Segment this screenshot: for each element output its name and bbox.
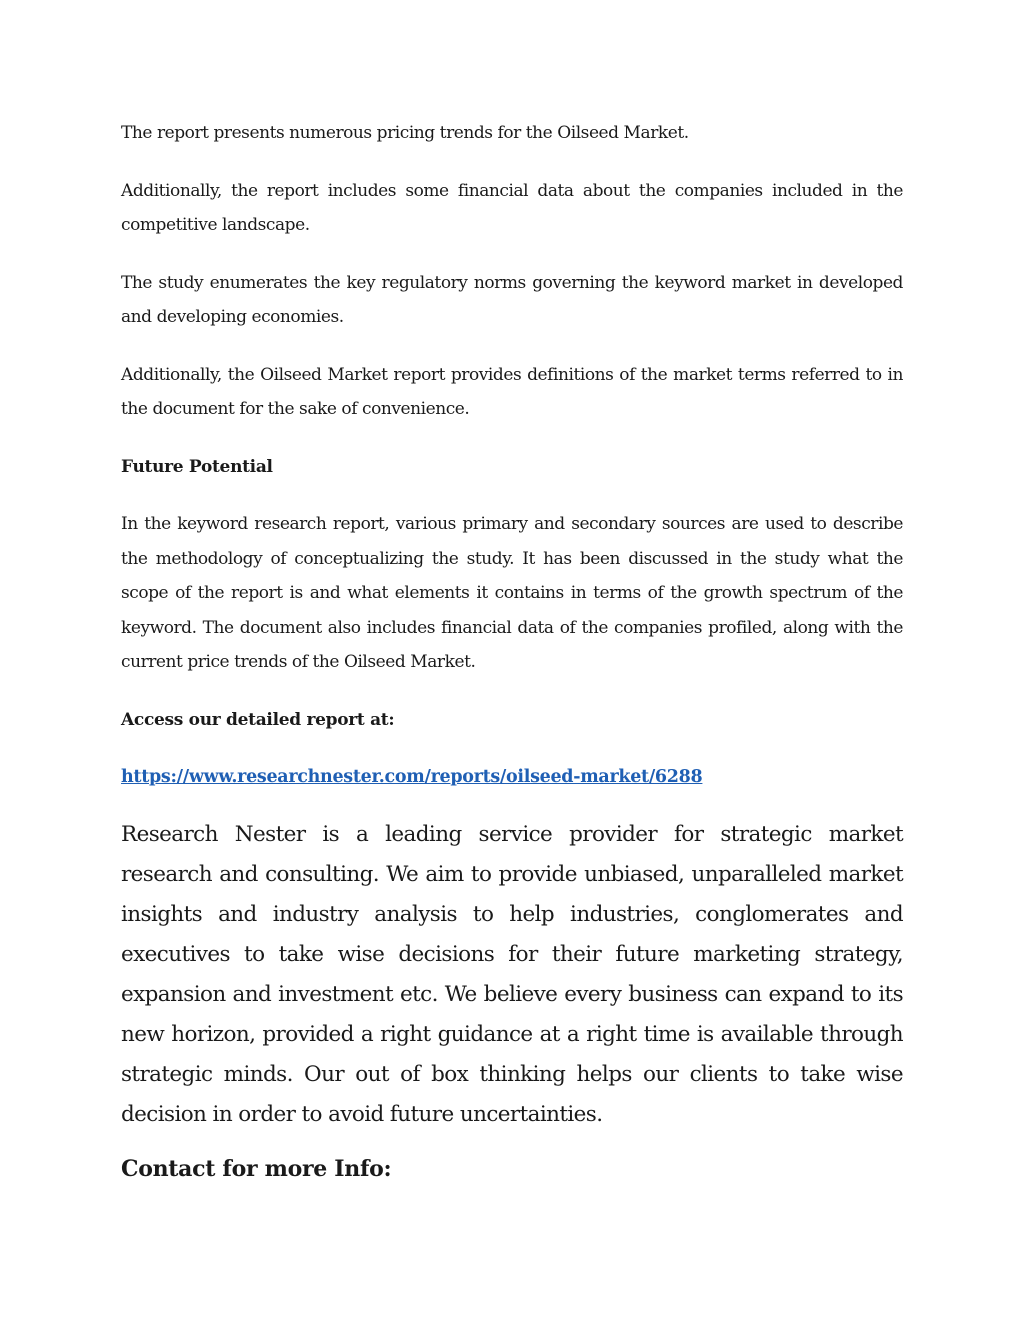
about-research-nester: Research Nester is a leading service provider for strategic market research and consulting. We aim to provide unbiased, unparalleled market insights and industry analysis to help industries, conglomerates and executives to take wise decisions for their future marketing strategy, expansion and investment etc. We believe every business can expand to its new horizon, provided a right guidance at a right time is available through strategic minds. Our out of box thinking helps our clients to take wise decision in order to avoid future uncertainties. xyxy=(121,821,903,1127)
paragraph-pricing-trends: The report presents numerous pricing trends for the Oilseed Market. xyxy=(121,123,689,143)
paragraph-regulatory-norms: The study enumerates the key regulatory norms governing the keyword market in developed and developing economies. xyxy=(121,272,903,327)
contact-heading: Contact for more Info: xyxy=(121,1155,392,1182)
paragraph-financial-data: Additionally, the report includes some financial data about the companies included in the competitive landscape. xyxy=(121,180,903,235)
future-potential-body: In the keyword research report, various primary and secondary sources are used to describe the methodology of conceptualizing the study. It has been discussed in the study what the scope of the report is and what elements it contains in terms of the growth spectrum of the keyword. The document also includes financial data of the companies profiled, along with the current price trends of the Oilseed Market. xyxy=(121,514,903,672)
paragraph-definitions: Additionally, the Oilseed Market report provides definitions of the market terms referred to in the document for the sake of convenience. xyxy=(121,364,903,419)
future-potential-heading: Future Potential xyxy=(121,456,273,477)
document-page xyxy=(121,116,903,1189)
access-report-heading: Access our detailed report at: xyxy=(121,709,395,730)
report-link[interactable]: https://www.researchnester.com/reports/oilseed-market/6288 xyxy=(121,767,703,787)
